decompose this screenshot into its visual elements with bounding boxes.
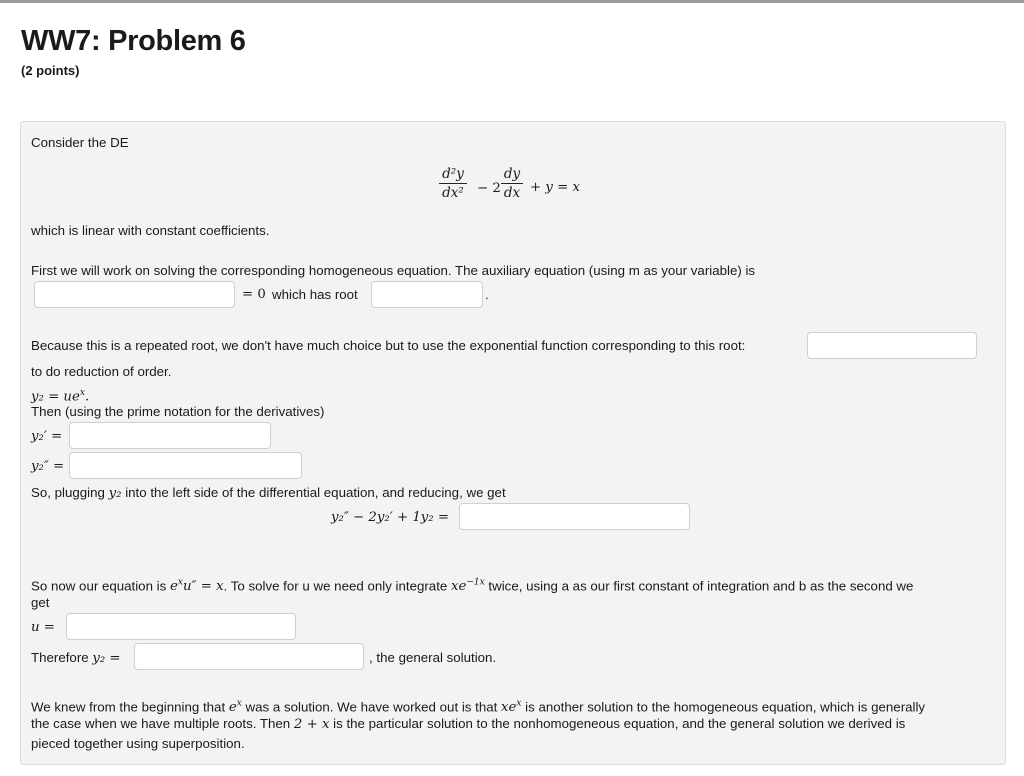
- repeated-root-text: Because this is a repeated root, we don't have much choice but to use the exponential function corresponding to this root:: [31, 338, 746, 353]
- fraction-denominator: dx: [503, 185, 521, 201]
- final-math1-base: e: [228, 700, 237, 716]
- plugging-b: into the left side of the differential equation, and reducing, we get: [125, 485, 506, 500]
- final-line2-math: 2 + x: [293, 717, 330, 732]
- homogeneous-text: First we will work on solving the corresponding homogeneous equation. The auxiliary equation (using m as your variable) is: [31, 263, 756, 278]
- problem-panel: [20, 121, 1006, 765]
- u-label: u =: [31, 620, 55, 635]
- y2-double-prime-label: y₂″ =: [31, 459, 65, 474]
- fraction-bar: [501, 183, 523, 184]
- final-math2: [501, 700, 521, 715]
- final-line-2: [31, 716, 905, 733]
- y2-def-end: .: [84, 389, 90, 405]
- eq-rest: + y = x: [530, 180, 580, 195]
- plugging-a: So, plugging: [31, 485, 105, 500]
- so-now-math3-exp: −1x: [466, 578, 485, 588]
- reduced-expression-input[interactable]: [459, 503, 690, 530]
- y2-prime-label: y₂′ =: [31, 429, 63, 444]
- therefore-text: [31, 650, 121, 667]
- so-now-math3-base: xe: [451, 579, 467, 595]
- equals-zero: = 0: [242, 287, 266, 302]
- final-math2-base: xe: [501, 700, 517, 716]
- final-math1-exp: x: [236, 699, 242, 709]
- therefore-math: y₂ =: [92, 651, 121, 666]
- get-text: get: [31, 595, 50, 610]
- fraction-dy-dx: [501, 166, 523, 201]
- final-c: is another solution to the homogeneous equation, which is generally: [525, 699, 926, 715]
- linear-text: which is linear with constant coefficients.: [31, 223, 270, 238]
- y2-prime-input[interactable]: [69, 422, 271, 449]
- points-label: (2 points): [21, 63, 80, 78]
- so-now-c: twice, using a as our first constant of integration and b as the second we: [488, 578, 914, 594]
- fraction-d2y-dx2: [439, 166, 467, 201]
- final-line-3: pieced together using superposition.: [31, 736, 245, 751]
- so-now-b: . To solve for u we need only integrate: [223, 578, 448, 594]
- then-text: Then (using the prime notation for the derivatives): [31, 404, 325, 419]
- therefore-word: Therefore: [31, 650, 89, 665]
- intro-text: Consider the DE: [31, 135, 129, 150]
- eq-minus-two: − 2: [477, 181, 501, 196]
- y2-double-prime-input[interactable]: [69, 452, 302, 479]
- so-now-math3: [451, 579, 485, 594]
- so-now-a: So now our equation is: [31, 578, 167, 594]
- u-input[interactable]: [66, 613, 296, 640]
- general-solution-input[interactable]: [134, 643, 364, 670]
- final-math1: [229, 700, 242, 715]
- so-now-math1-exp: x: [177, 578, 183, 588]
- final-line2-a: the case when we have multiple roots. Then: [31, 716, 291, 731]
- final-math2-exp: x: [516, 699, 522, 709]
- so-now-text: [31, 575, 913, 595]
- reduced-equation: y₂″ − 2y₂′ + 1y₂ =: [331, 510, 449, 525]
- so-now-math1-base: e: [169, 579, 178, 595]
- reduction-text: to do reduction of order.: [31, 364, 172, 379]
- final-a: We knew from the beginning that: [31, 699, 226, 715]
- has-root-text: which has root: [272, 287, 358, 302]
- so-now-math2: u″ = x: [182, 579, 224, 595]
- final-line-1: [31, 696, 925, 716]
- page-title: WW7: Problem 6: [21, 25, 246, 57]
- final-b: was a solution. We have worked out is that: [245, 699, 498, 715]
- fraction-bar: [439, 183, 467, 184]
- final-line2-b: is the particular solution to the nonhomogeneous equation, and the general solution we derived is: [333, 716, 906, 731]
- so-now-math1: [170, 579, 224, 594]
- fraction-denominator: dx²: [442, 185, 464, 201]
- root-input[interactable]: [371, 281, 483, 308]
- y2-definition: [31, 385, 89, 405]
- plugging-var: y₂: [108, 486, 122, 501]
- y2-def-main: y₂ = ue: [31, 389, 80, 405]
- fraction-numerator: d²y: [442, 166, 464, 182]
- period-text: .: [485, 287, 489, 302]
- exponential-function-input[interactable]: [807, 332, 977, 359]
- auxiliary-equation-input[interactable]: [34, 281, 235, 308]
- general-solution-text: , the general solution.: [369, 650, 497, 665]
- top-border: [0, 0, 1024, 3]
- fraction-numerator: dy: [503, 166, 521, 182]
- plugging-text: [31, 485, 506, 502]
- y2-def-exponent: x: [79, 388, 85, 398]
